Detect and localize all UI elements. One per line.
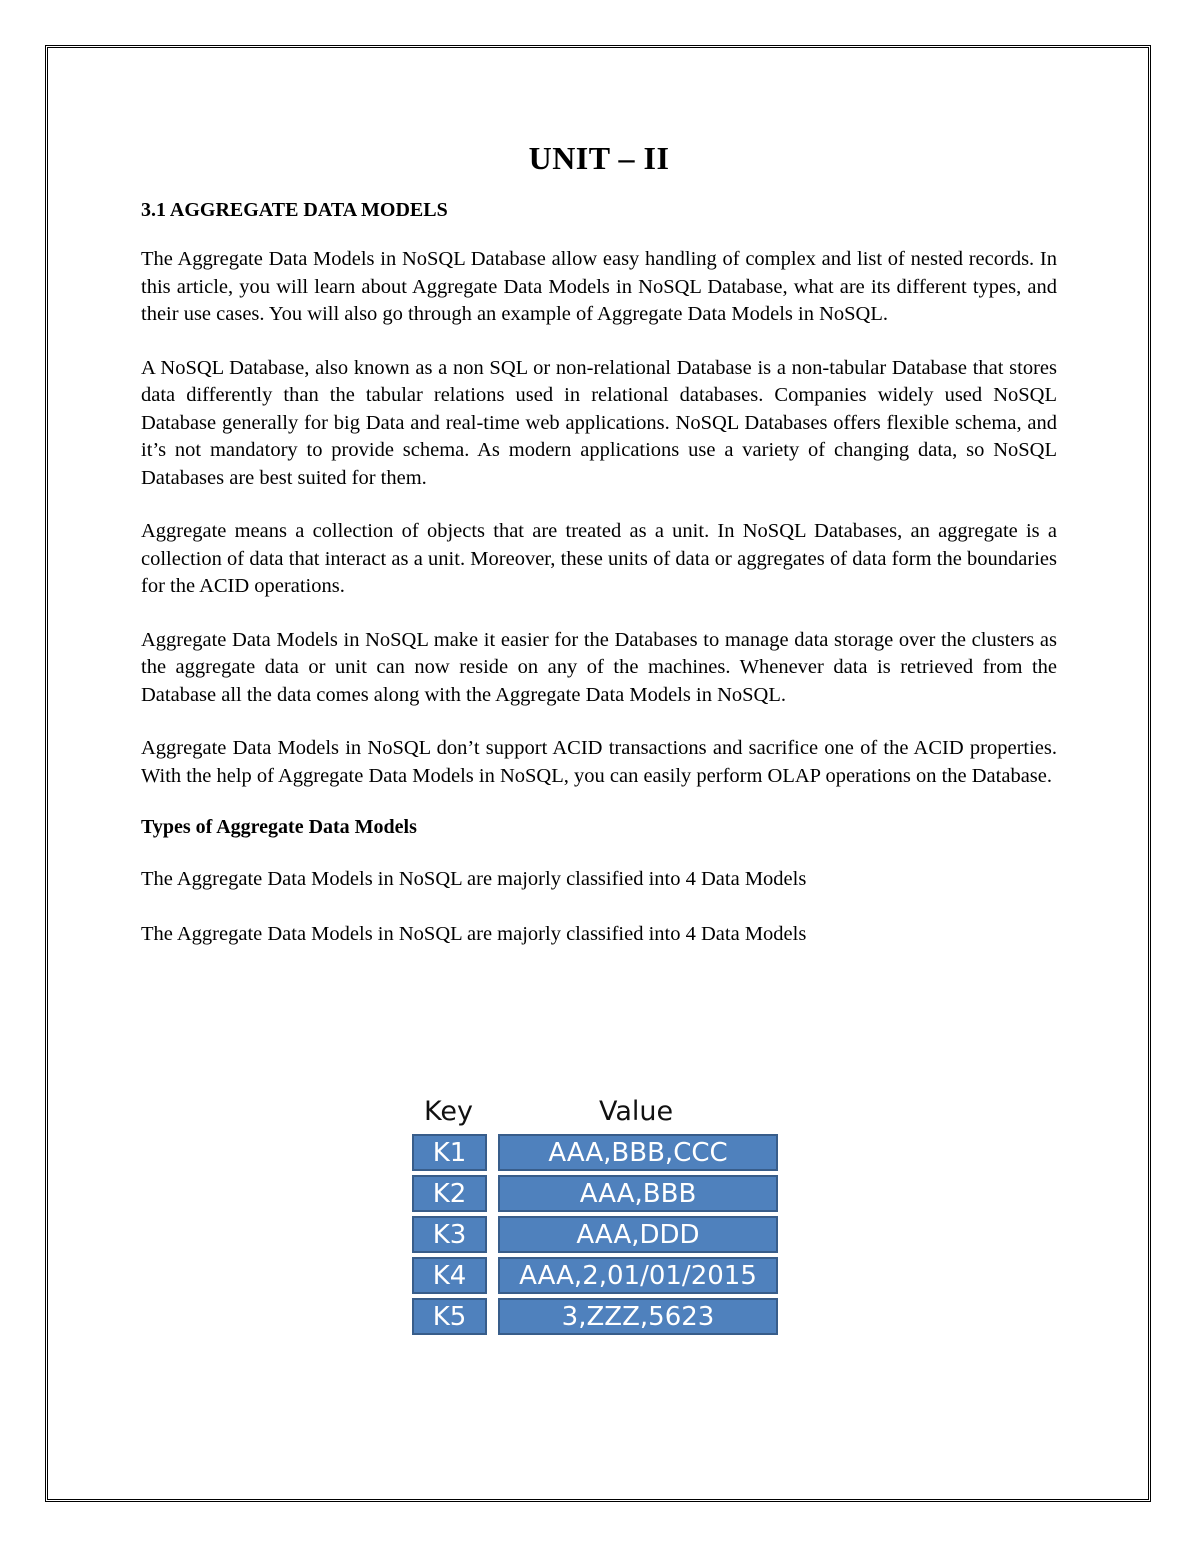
key-cell: K5 — [412, 1298, 487, 1335]
types-line: The Aggregate Data Models in NoSQL are majorly classified into 4 Data Models — [141, 868, 807, 890]
paragraph-clusters: Aggregate Data Models in NoSQL make it easier for the Databases to manage data storage over the clusters as the aggregate data or unit can now reside on any of the machines. Whenever data is retrieved from the Database all the data comes along with the Aggregate Data Models in NoSQL. — [141, 628, 1057, 706]
value-cell: 3,ZZZ,5623 — [498, 1298, 778, 1335]
paragraph-aggregate-definition: Aggregate means a collection of objects that are treated as a unit. In NoSQL Databases, an aggregate is a collection of data that interact as a unit. Moreover, these units of data or aggregates of data form the boundaries for the ACID operations. — [141, 520, 1057, 597]
paragraph-nosql-definition: A NoSQL Database, also known as a non SQL or non-relational Database is a non-tabular Database that stores data differently than the tabular relations used in relational databases. Companies widely used NoSQL Database generally for big Data and real-time web applications. NoSQL Databases offers flexible schema, and it’s not mandatory to provide schema. As modern applications use a variety of changing data, so NoSQL Databases are best suited for them. — [141, 356, 1057, 489]
key-value-row — [412, 1298, 780, 1339]
key-value-figure — [412, 1096, 780, 1339]
types-heading: Types of Aggregate Data Models — [141, 816, 417, 838]
types-line: The Aggregate Data Models in NoSQL are majorly classified into 4 Data Models — [141, 922, 807, 945]
key-header: Key — [424, 1096, 473, 1127]
value-cell: AAA,DDD — [498, 1216, 778, 1253]
key-value-header — [412, 1096, 780, 1134]
paragraph-intro: The Aggregate Data Models in NoSQL Database allow easy handling of complex and list of nested records. In this article, you will learn about Aggregate Data Models in NoSQL Database, what are its different types, and their use cases. You will also go through an example of Aggregate Data Models in NoSQL. — [141, 248, 1057, 325]
document-body — [141, 140, 1057, 975]
key-cell: K2 — [412, 1175, 487, 1212]
key-cell: K4 — [412, 1257, 487, 1294]
value-cell: AAA,BBB — [498, 1175, 778, 1212]
section-heading: 3.1 AGGREGATE DATA MODELS — [141, 199, 448, 221]
value-cell: AAA,2,01/01/2015 — [498, 1257, 778, 1294]
value-header: Value — [599, 1096, 674, 1127]
key-value-row — [412, 1175, 780, 1216]
key-value-row — [412, 1257, 780, 1298]
value-cell: AAA,BBB,CCC — [498, 1134, 778, 1171]
key-cell: K1 — [412, 1134, 487, 1171]
key-cell: K3 — [412, 1216, 487, 1253]
key-value-row — [412, 1134, 780, 1175]
unit-title: UNIT – II — [528, 140, 670, 176]
paragraph-acid: Aggregate Data Models in NoSQL don’t support ACID transactions and sacrifice one of the ACID properties. With the help of Aggregate Data Models in NoSQL, you can easily perform OLAP operations on the Database. — [141, 737, 1057, 787]
key-value-row — [412, 1216, 780, 1257]
